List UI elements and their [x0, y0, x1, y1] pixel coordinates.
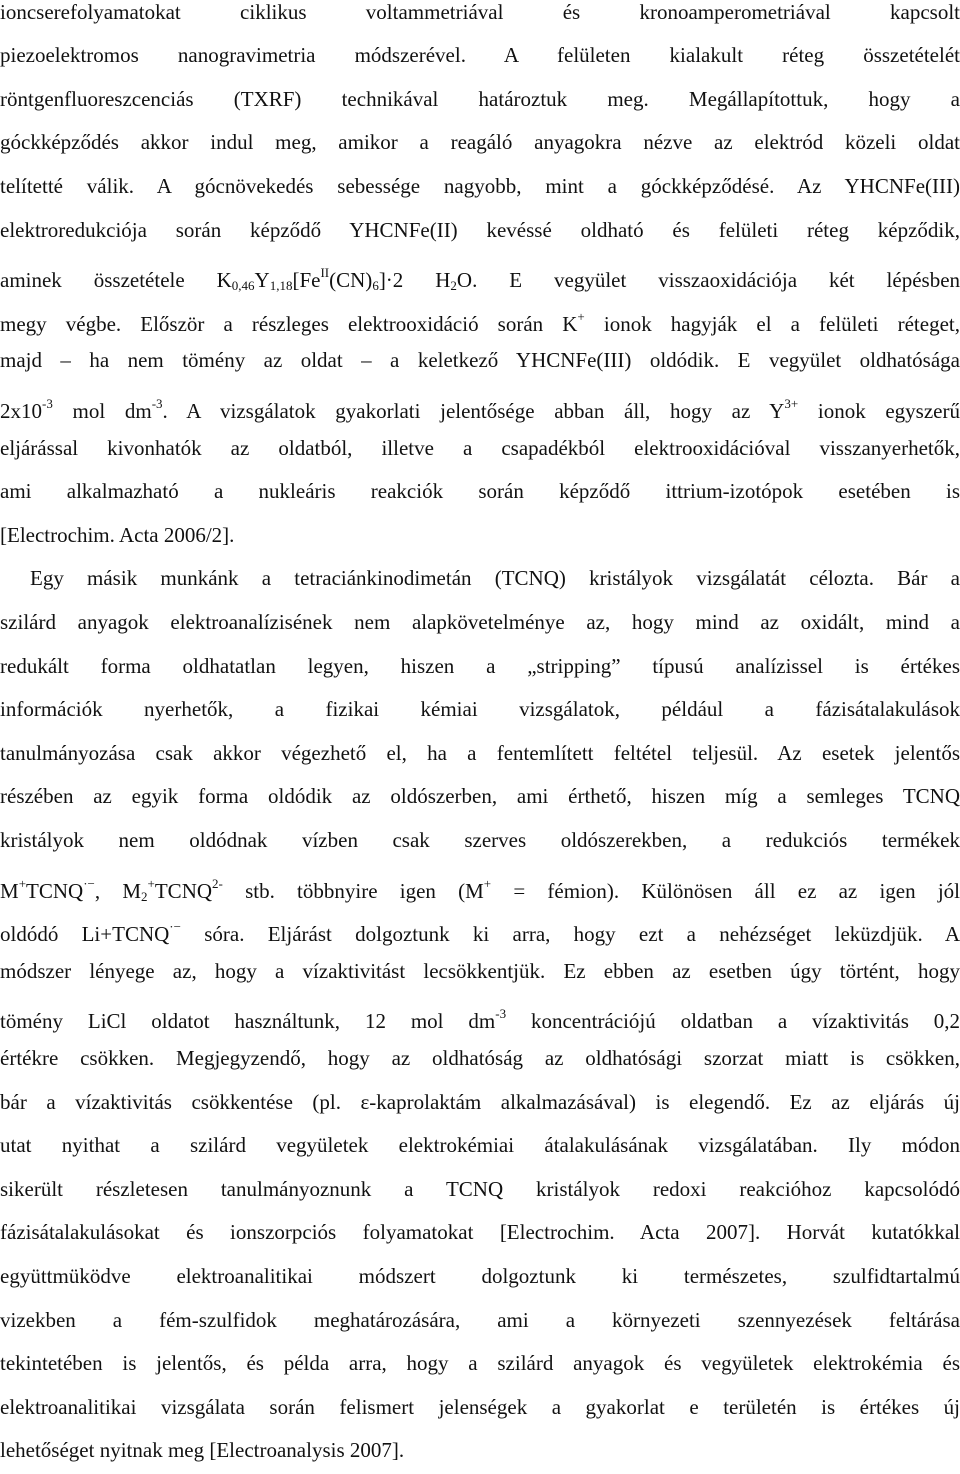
- text-line: eljárással kivonhatók az oldatból, illetve a csapadékból elektrooxidációval visszanyerhetők,: [0, 436, 960, 460]
- text-line: tanulmányozása csak akkor végezhető el, ha a fentemlített feltétel teljesül. Az esetek jelentős: [0, 741, 960, 765]
- text-line: piezoelektromos nanogravimetria módszerével. A felületen kialakult réteg összetételét: [0, 43, 960, 67]
- text-line: kristályok nem oldódnak vízben csak szerves oldószerekben, a redukciós termékek: [0, 828, 960, 852]
- text-line: fázisátalakulásokat és ionszorpciós folyamatokat [Electrochim. Acta 2007]. Horvát kutatókkal: [0, 1220, 960, 1244]
- text-line: Egy másik munkánk a tetraciánkinodimetán (TCNQ) kristályok vizsgálatát célozta. Bár a: [30, 566, 960, 590]
- text-line: részében az egyik forma oldódik az oldószerben, ami érthető, hiszen míg a semleges TCNQ: [0, 784, 960, 808]
- text-line: M+TCNQ·−, $M_2^+TCNQ^{2-}$ stb. többnyire igen (M+ = fémion). Különösen áll ez az igen jól: [0, 876, 960, 904]
- text-line: [Electrochim. Acta 2006/2].: [0, 523, 235, 547]
- text-line: elektroredukciója során képződő YHCNFe(II) kevéssé oldható és felületi réteg képződik,: [0, 218, 960, 242]
- text-line: aminek összetétele $K_{0,46}Y_{1,18}[Fe^{II}(CN)_6]\cdot 2$ $H_2O$. E vegyület visszaoxidációja két lépésben: [0, 265, 960, 293]
- text-line: ami alkalmazható a nukleáris reakciók során képződő ittrium-izotópok esetében is: [0, 479, 960, 503]
- text-line: telítetté válik. A gócnövekedés sebessége nagyobb, mint a góckképződésé. Az YHCNFe(III): [0, 174, 960, 198]
- text-line: megy végbe. Először a részleges elektrooxidáció során K+ ionok hagyják el a felületi réteget,: [0, 309, 960, 336]
- text-line: majd – ha nem tömény az oldat – a keletkező YHCNFe(III) oldódik. E vegyület oldhatósága: [0, 348, 960, 372]
- text-line: utat nyithat a szilárd vegyületek elektrokémiai átalakulásának vizsgálatában. Ily módon: [0, 1133, 960, 1157]
- text-line: tömény LiCl oldatot használtunk, 12 mol $dm^{-3}$ koncentrációjú oldatban a vízaktivitás 0,2: [0, 1006, 960, 1033]
- text-line: tekintetében is jelentős, és példa arra, hogy a szilárd anyagok és vegyületek elektrokémia és: [0, 1351, 960, 1375]
- text-line: elektroanalitikai vizsgálata során felismert jelenségek a gyakorlat e területén is értékes új: [0, 1395, 960, 1419]
- text-line: oldódó Li+TCNQ·− sóra. Eljárást dolgoztunk ki arra, hogy ezt a nehézséget leküzdjük. A: [0, 919, 960, 946]
- text-line: góckképződés akkor indul meg, amikor a reagáló anyagokra nézve az elektród közeli oldat: [0, 130, 960, 154]
- text-line: sikerült részletesen tanulmányoznunk a TCNQ kristályok redoxi reakcióhoz kapcsolódó: [0, 1177, 960, 1201]
- text-line: vizekben a fém-szulfidok meghatározására, ami a környezeti szennyezések feltárása: [0, 1308, 960, 1332]
- text-line: röntgenfluoreszcenciás (TXRF) technikával határoztuk meg. Megállapítottuk, hogy a: [0, 87, 960, 111]
- text-line: szilárd anyagok elektroanalízisének nem alapkövetelménye az, hogy mind az oxidált, mind a: [0, 610, 960, 634]
- text-line: lehetőséget nyitnak meg [Electroanalysis 2007].: [0, 1438, 405, 1462]
- text-line: ioncserefolyamatokat ciklikus voltammetriával és kronoamperometriával kapcsolt: [0, 0, 960, 24]
- text-line: információk nyerhetők, a fizikai kémiai vizsgálatok, például a fázisátalakulások: [0, 697, 960, 721]
- text-line: módszer lényege az, hogy a vízaktivitást lecsökkentjük. Ez ebben az esetben úgy történt, hogy: [0, 959, 960, 983]
- text-line: $2x10^{-3}$ mol $dm^{-3}$. A vizsgálatok gyakorlati jelentősége abban áll, hogy az $Y^{3+}$ ionok egyszerű: [0, 396, 960, 423]
- text-line: értékre csökken. Megjegyzendő, hogy az oldhatóság az oldhatósági szorzat miatt is csökken,: [0, 1046, 960, 1070]
- text-line: redukált forma oldhatatlan legyen, hiszen a „stripping” típusú analízissel is értékes: [0, 654, 960, 678]
- text-line: bár a vízaktivitás csökkentése (pl. ε-kaprolaktám alkalmazásával) is elegendő. Ez az eljárás új: [0, 1090, 960, 1114]
- text-line: együttmüködve elektroanalitikai módszert dolgoztunk ki természetes, szulfidtartalmú: [0, 1264, 960, 1288]
